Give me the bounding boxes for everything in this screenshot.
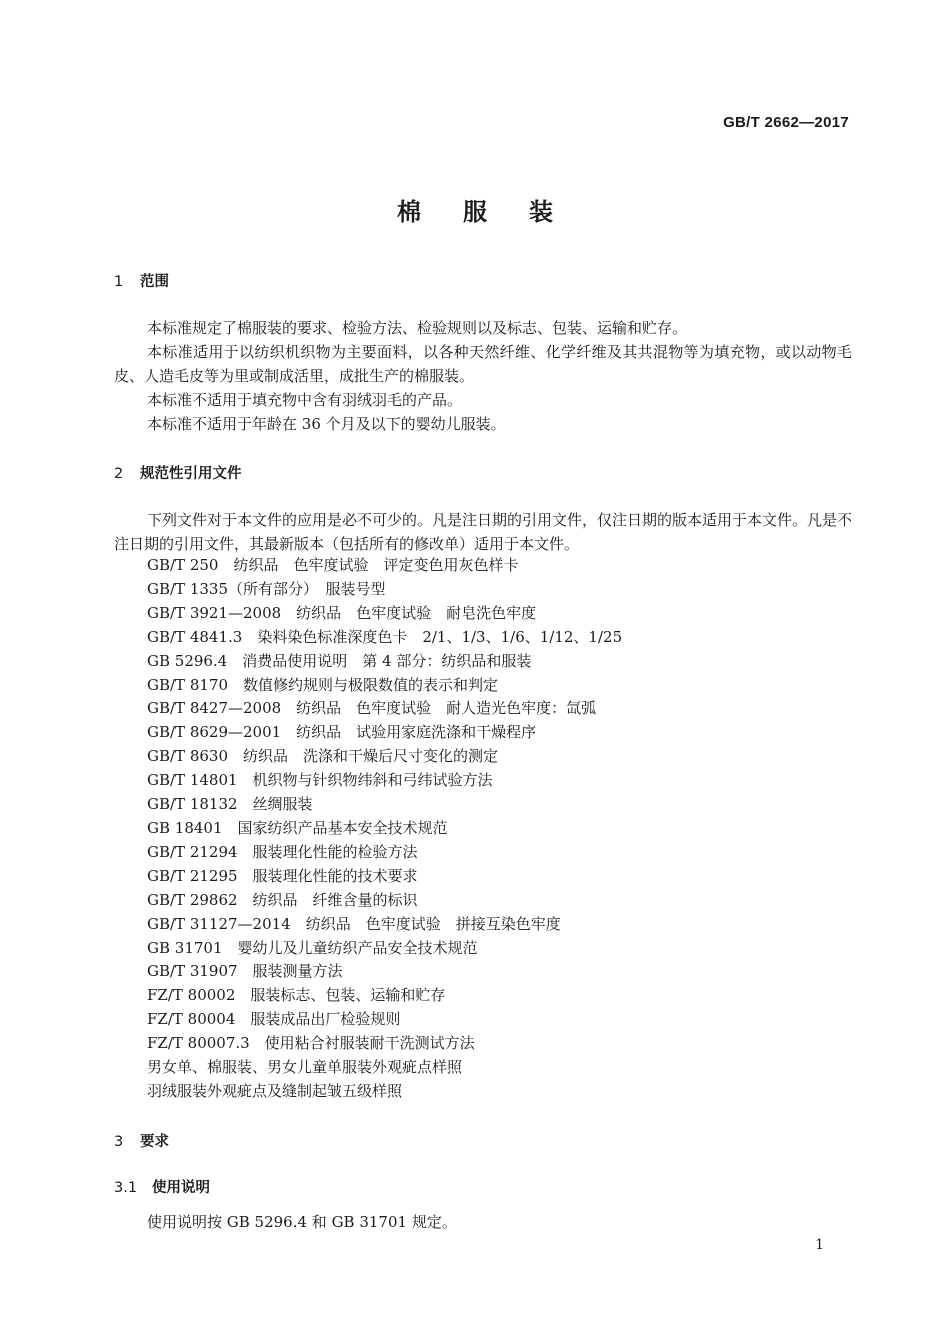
reference-item: GB/T 3921—2008 纺织品 色牢度试验 耐皂洗色牢度 <box>147 603 537 622</box>
reference-item: GB 18401 国家纺织产品基本安全技术规范 <box>147 818 448 837</box>
reference-item: GB/T 31907 服装测量方法 <box>147 962 343 981</box>
reference-list <box>147 554 622 1104</box>
section-3-heading <box>114 1130 169 1151</box>
section-number: 1 <box>114 274 124 290</box>
reference-item: FZ/T 80007.3 使用粘合衬服装耐干洗测试方法 <box>147 1034 475 1053</box>
reference-item: GB/T 8427—2008 纺织品 色牢度试验 耐人造光色牢度：氙弧 <box>147 699 597 718</box>
section-1-body <box>114 316 852 436</box>
reference-item: FZ/T 80002 服装标志、包装、运输和贮存 <box>147 986 446 1005</box>
reference-item: GB/T 21294 服装理化性能的检验方法 <box>147 842 418 861</box>
section-number: 3 <box>114 1134 124 1150</box>
reference-item: GB/T 1335（所有部分） 服装号型 <box>147 579 386 598</box>
reference-item: GB/T 29862 纺织品 纤维含量的标识 <box>147 890 418 909</box>
reference-item: GB/T 31127—2014 纺织品 色牢度试验 拼接互染色牢度 <box>147 914 561 933</box>
paragraph: 本标准不适用于填充物中含有羽绒羽毛的产品。 <box>147 391 463 409</box>
reference-item: 男女单、棉服装、男女儿童单服装外观疵点样照 <box>147 1058 463 1077</box>
reference-item: GB/T 14801 机织物与针织物纬斜和弓纬试验方法 <box>147 771 493 790</box>
section-3-1-body <box>114 1210 852 1234</box>
reference-item: GB/T 8629—2001 纺织品 试验用家庭洗涤和干燥程序 <box>147 723 537 742</box>
reference-item: GB/T 250 纺织品 色牢度试验 评定变色用灰色样卡 <box>147 556 519 574</box>
section-title: 使用说明 <box>152 1180 210 1196</box>
paragraph: 使用说明按 GB 5296.4 和 GB 31701 规定。 <box>147 1213 457 1231</box>
reference-item: GB/T 4841.3 染料染色标准深度色卡 2/1、1/3、1/6、1/12、1/25 <box>147 627 623 646</box>
section-number: 3.1 <box>114 1180 138 1196</box>
paragraph: 本标准不适用于年龄在 36 个月及以下的婴幼儿服装。 <box>147 415 506 433</box>
reference-item: GB/T 8170 数值修约规则与极限数值的表示和判定 <box>147 675 499 694</box>
section-2-intro <box>114 508 852 556</box>
section-2-heading <box>114 462 242 483</box>
paragraph: 本标准适用于以纺织机织物为主要面料，以各种天然纤维、化学纤维及其共混物等为填充物，或以动物毛皮、人造毛皮等为里或制成活里，成批生产的棉服装。 <box>114 343 852 385</box>
paragraph: 本标准规定了棉服装的要求、检验方法、检验规则以及标志、包装、运输和贮存。 <box>147 319 688 337</box>
section-title: 规范性引用文件 <box>140 466 242 482</box>
page-title: 棉服装 <box>397 198 595 226</box>
page-number: 1 <box>815 1237 824 1253</box>
reference-item: GB 31701 婴幼儿及儿童纺织产品安全技术规范 <box>147 938 478 957</box>
reference-item: GB 5296.4 消费品使用说明 第 4 部分：纺织品和服装 <box>147 651 532 670</box>
reference-item: GB/T 8630 纺织品 洗涤和干燥后尺寸变化的测定 <box>147 747 499 766</box>
standard-code: GB/T 2662—2017 <box>723 114 849 131</box>
reference-item: GB/T 21295 服装理化性能的技术要求 <box>147 866 418 885</box>
section-1-heading <box>114 270 169 291</box>
reference-item: GB/T 18132 丝绸服装 <box>147 795 313 814</box>
paragraph: 下列文件对于本文件的应用是必不可少的。凡是注日期的引用文件，仅注日期的版本适用于本文件。凡是不注日期的引用文件，其最新版本（包括所有的修改单）适用于本文件。 <box>114 511 853 553</box>
section-number: 2 <box>114 466 124 482</box>
section-title: 要求 <box>140 1134 169 1150</box>
section-title: 范围 <box>140 274 169 290</box>
reference-item: 羽绒服装外观疵点及缝制起皱五级样照 <box>147 1081 403 1100</box>
reference-item: FZ/T 80004 服装成品出厂检验规则 <box>147 1010 401 1029</box>
section-3-1-heading <box>114 1176 210 1197</box>
